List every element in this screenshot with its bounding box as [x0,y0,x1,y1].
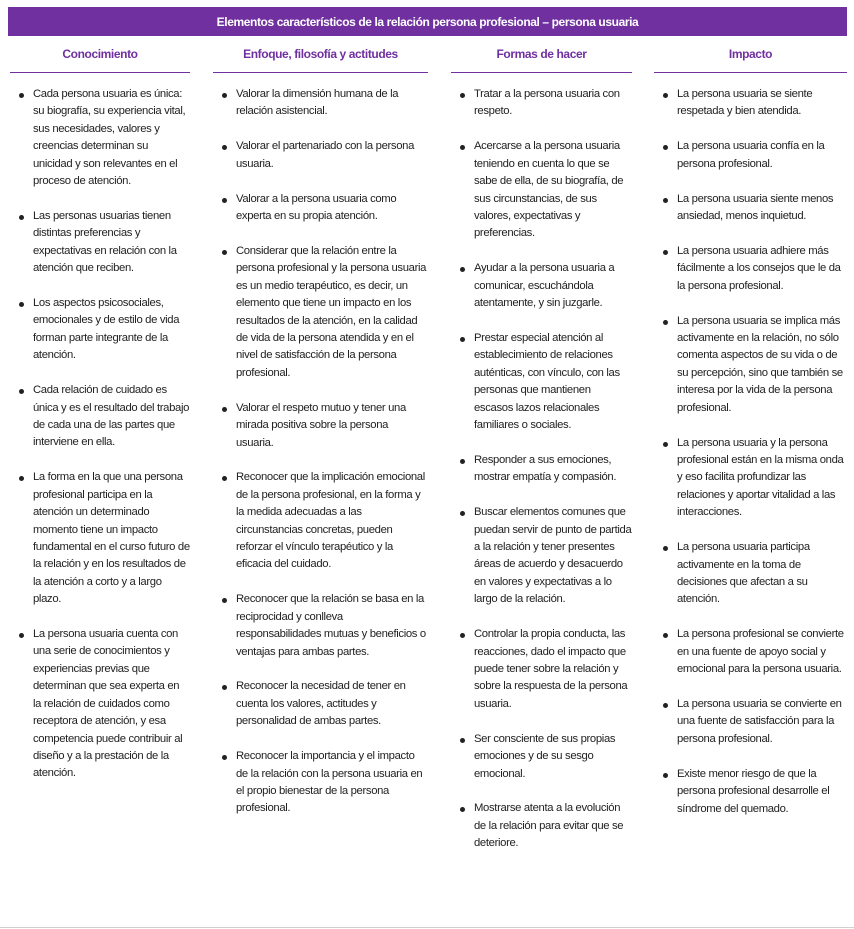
column-conocimiento [10,36,190,800]
table-title: Elementos característicos de la relación persona profesional – persona usuaria [8,7,847,36]
list-item-text: La persona usuaria siente menos ansiedad, menos inquietud. [677,192,834,223]
list-item-text: La persona usuaria se convierte en una fuente de satisfacción para la persona profesional. [677,697,842,745]
bullet-icon [222,598,227,603]
list-item [213,469,428,573]
bullet-icon [663,773,668,778]
list-item [451,504,632,608]
list-item [213,678,428,730]
column-list [213,86,428,818]
list-item-text: Existe menor riesgo de que la persona profesional desarrolle el síndrome del quemado. [677,767,830,815]
list-item [213,138,428,173]
bullet-icon [663,145,668,150]
column-header: Formas de hacer [451,36,632,73]
bullet-icon [460,145,465,150]
column-formas-de-hacer [451,36,632,870]
bullet-icon [460,267,465,272]
column-header: Impacto [654,36,847,73]
column-enfoque [213,36,428,835]
list-item [451,330,632,434]
list-item [451,800,632,852]
column-header: Conocimiento [10,36,190,73]
list-item-text: Reconocer que la relación se basa en la reciprocidad y conlleva responsabilidades mutuas y beneficios o ventajas para ambas partes. [236,593,426,658]
bullet-icon [222,250,227,255]
list-item-text: Reconocer la importancia y el impacto de la relación con la persona usuaria en el propio bienestar de la persona profesional. [236,750,423,815]
list-item-text: La persona profesional se convierte en una fuente de apoyo social y emocional para la persona usuaria. [677,628,844,676]
list-item [654,191,847,226]
list-item-text: La persona usuaria se implica más activamente en la relación, no sólo comenta aspectos de su vida o de su percepción, sino que también se interesa por la vida de la persona profesional. [677,314,843,414]
list-item [213,591,428,661]
bullet-icon [663,250,668,255]
list-item-text: Los aspectos psicosociales, emocionales y de estilo de vida forman parte integrante de la atención. [33,297,180,362]
column-list [654,86,847,818]
column-list [10,86,190,783]
column-list [451,86,632,853]
list-item [654,138,847,173]
list-item [451,452,632,487]
list-item [213,86,428,121]
list-item [213,748,428,818]
bullet-icon [222,476,227,481]
bullet-icon [460,459,465,464]
list-item-text: Cada persona usuaria es única: su biografía, su experiencia vital, sus necesidades, valores y creencias determinan su unicidad y son relevantes en el proceso de atención. [33,88,186,188]
bullet-icon [663,633,668,638]
list-item-text: Cada relación de cuidado es única y es el resultado del trabajo de cada una de las partes que interviene en ella. [33,384,190,449]
list-item-text: Valorar el partenariado con la persona usuaria. [236,140,415,170]
bullet-icon [19,93,24,98]
list-item-text: Valorar la dimensión humana de la relación asistencial. [236,88,399,118]
bullet-icon [19,302,24,307]
list-item-text: Valorar el respeto mutuo y tener una mirada positiva sobre la persona usuaria. [236,401,406,449]
bullet-icon [222,407,227,412]
list-item-text: La persona usuaria adhiere más fácilmente a los consejos que le da la persona profesional. [677,244,841,292]
bullet-icon [222,198,227,203]
bullet-icon [460,511,465,516]
list-item-text: Responder a sus emociones, mostrar empatía y compasión. [474,453,617,484]
list-item-text: Buscar elementos comunes que puedan servir de punto de partida a la relación y tener presentes áreas de acuerdo y desacuerdo en valores y expectativas a lo largo de la relación. [474,506,632,606]
table-columns [0,36,854,926]
bullet-icon [222,755,227,760]
list-item-text: La persona usuaria y la persona profesional están en la misma onda y eso facilita profundizar las relaciones y aportar vitalidad a las interacciones. [677,436,844,519]
list-item-text: La persona usuaria cuenta con una serie de conocimientos y experiencias previas que determinan que sea experta en la relación de cuidados como receptora de atención, y esa competencia puede contribuir al diseño y a la prestación de la atención. [33,628,183,780]
list-item [451,626,632,713]
list-item-text: La forma en la que una persona profesional participa en la atención un determinado momento tiene un impacto fundamental en el curso futuro de la relación y en los resultados de la atención a corto y a largo plazo. [33,471,190,606]
list-item [10,86,190,190]
column-impacto [654,36,847,835]
bullet-icon [222,93,227,98]
list-item-text: Las personas usuarias tienen distintas preferencias y expectativas en relación con la atención que reciben. [33,209,177,275]
list-item-text: Ser consciente de sus propias emociones y de su sesgo emocional. [474,732,616,780]
bullet-icon [663,93,668,98]
bullet-icon [19,389,24,394]
list-item [10,208,190,278]
list-item [451,731,632,783]
list-item [654,86,847,121]
list-item-text: Acercarse a la persona usuaria teniendo en cuenta lo que se sabe de ella, de su biografía, de sus circunstancias, de sus valores, expectativas y preferencias. [474,140,624,240]
list-item [654,696,847,748]
list-item [10,382,190,452]
list-item [213,243,428,382]
bullet-icon [663,320,668,325]
bullet-icon [460,93,465,98]
list-item [10,626,190,783]
list-item-text: Mostrarse atenta a la evolución de la relación para evitar que se deteriore. [474,802,624,850]
bottom-divider [0,927,854,928]
list-item [10,295,190,365]
list-item [654,313,847,417]
bullet-icon [663,546,668,551]
list-item [654,435,847,522]
list-item [213,400,428,452]
list-item [451,86,632,121]
list-item-text: Reconocer la necesidad de tener en cuenta los valores, actitudes y personalidad de ambas partes. [236,680,406,728]
list-item-text: Ayudar a la persona usuaria a comunicar, escuchándola atentamente, y sin juzgarle. [474,262,615,310]
column-header: Enfoque, filosofía y actitudes [213,36,428,73]
bullet-icon [663,703,668,708]
list-item-text: Valorar a la persona usuaria como experta en su propia atención. [236,192,397,223]
bullet-icon [19,633,24,638]
list-item [654,626,847,678]
bullet-icon [663,198,668,203]
bullet-icon [460,738,465,743]
list-item-text: La persona usuaria confía en la persona profesional. [677,140,825,170]
list-item-text: Considerar que la relación entre la persona profesional y la persona usuaria es un medio terapéutico, es decir, un elemento que tiene un impacto en los resultados de la atención, en la calidad de vida de la persona atendida y en el nivel de satisfacción de la persona profesional. [236,244,427,379]
list-item-text: Tratar a la persona usuaria con respeto. [474,88,620,118]
bullet-icon [460,807,465,812]
list-item [451,138,632,242]
bullet-icon [222,145,227,150]
list-item [654,243,847,295]
bullet-icon [222,685,227,690]
bullet-icon [460,337,465,342]
list-item-text: La persona usuaria se siente respetada y bien atendida. [677,88,813,118]
list-item-text: Controlar la propia conducta, las reacciones, dado el impacto que puede tener sobre la relación y sobre la respuesta de la persona usuaria. [474,628,628,710]
bullet-icon [663,442,668,447]
bullet-icon [19,476,24,481]
list-item-text: La persona usuaria participa activamente en la toma de decisiones que afectan a su atención. [677,541,810,606]
bullet-icon [19,215,24,220]
list-item [654,539,847,609]
list-item-text: Prestar especial atención al establecimiento de relaciones auténticas, con vínculo, con las personas que mantienen escasos lazos relacionales familiares o sociales. [474,331,620,431]
list-item [451,260,632,312]
bullet-icon [460,633,465,638]
list-item [10,469,190,608]
list-item [213,191,428,226]
list-item [654,766,847,818]
list-item-text: Reconocer que la implicación emocional de la persona profesional, en la forma y la medida adecuadas a las circunstancias concretas, pueden reforzar el vínculo terapéutico y la eficacia del cuidado. [236,471,425,571]
